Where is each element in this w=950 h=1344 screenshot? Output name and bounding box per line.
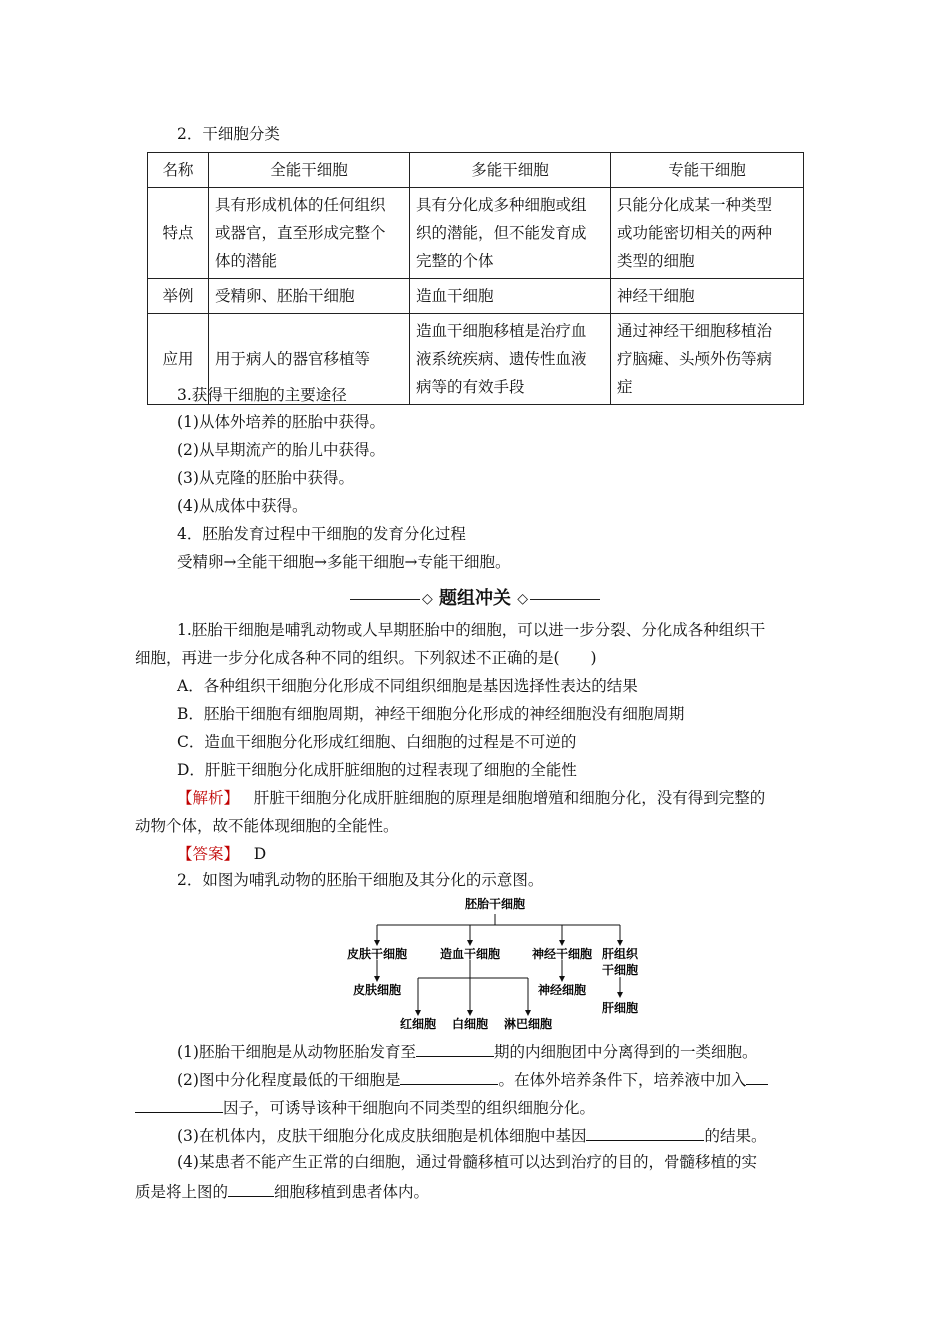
table-header-cell: 多能干细胞 <box>410 153 611 188</box>
cell-line: 只能分化成某一种类型 <box>617 196 773 214</box>
cell-line: 通过神经干细胞移植治 <box>617 322 773 340</box>
differentiation-diagram <box>330 892 670 1040</box>
cell-line: 症 <box>617 378 633 396</box>
row-label: 举例 <box>148 279 209 314</box>
node-red-blood-cell: 红细胞 <box>399 1017 437 1031</box>
option-a: A．各种组织干细胞分化形成不同组织细胞是基因选择性表达的结果 <box>177 677 638 695</box>
cell-line: 造血干细胞 <box>416 287 494 305</box>
table-cell <box>209 279 410 314</box>
sub-question-text: 的结果。 <box>704 1127 767 1145</box>
sub-question-3 <box>177 1124 766 1146</box>
diamond-icon: ◇ <box>517 591 529 607</box>
cell-line: 用于病人的器官移植等 <box>215 350 371 368</box>
sub-question-text: 因子，可诱导该种干细胞向不同类型的组织细胞分化。 <box>223 1099 596 1117</box>
row-label: 应用 <box>148 314 209 405</box>
table-cell <box>410 314 611 405</box>
analysis-text: 肝脏干细胞分化成肝脏细胞的原理是细胞增殖和细胞分化，没有得到完整的 <box>253 789 766 807</box>
cell-line: 液系统疾病、遗传性血液 <box>416 350 587 368</box>
cell-line: 病等的有效手段 <box>416 378 525 396</box>
banner-title: 题组冲关 <box>439 588 511 609</box>
sub-question-1 <box>177 1040 757 1062</box>
node-white-blood-cell: 白细胞 <box>451 1017 489 1031</box>
table-header-cell: 全能干细胞 <box>209 153 410 188</box>
sub-question-text: 期的内细胞团中分离得到的一类细胞。 <box>493 1043 758 1061</box>
answer-blank[interactable] <box>135 1096 223 1113</box>
node-skin-stem-cell: 皮肤干细胞 <box>346 947 408 961</box>
option-b: B．胚胎干细胞有细胞周期，神经干细胞分化形成的神经细胞没有细胞周期 <box>177 705 685 723</box>
answer-line <box>177 844 266 864</box>
cell-line: 受精卵、胚胎干细胞 <box>215 287 355 305</box>
table-cell <box>410 188 611 279</box>
sub-question-4: (4)某患者不能产生正常的白细胞，通过骨髓移植可以达到治疗的目的，骨髓移植的实 <box>177 1153 757 1171</box>
cell-line: 完整的个体 <box>416 252 494 270</box>
section-2-title: 2．干细胞分类 <box>177 125 280 143</box>
development-flow: 受精卵→全能干细胞→多能干细胞→专能干细胞。 <box>177 553 511 571</box>
cell-line: 具有形成机体的任何组织 <box>215 196 386 214</box>
answer-blank[interactable] <box>416 1040 494 1057</box>
option-c: C．造血干细胞分化形成红细胞、白细胞的过程是不可逆的 <box>177 733 577 751</box>
node-neuron: 神经细胞 <box>537 983 587 997</box>
table-cell <box>611 188 804 279</box>
analysis-text: 动物个体，故不能体现细胞的全能性。 <box>135 817 399 835</box>
sub-question-text: (1)胚胎干细胞是从动物胚胎发育至 <box>177 1043 416 1061</box>
answer-blank[interactable] <box>746 1068 768 1085</box>
list-item: (2)从早期流产的胎儿中获得。 <box>177 441 385 459</box>
option-d: D．肝脏干细胞分化成肝脏细胞的过程表现了细胞的全能性 <box>177 761 577 779</box>
node-liver-stem-cell: 肝组织 <box>601 947 639 961</box>
answer-label: 【答案】 <box>177 845 240 863</box>
answer-blank[interactable] <box>400 1068 498 1085</box>
sub-question-2 <box>177 1068 768 1090</box>
sub-question-text: 质是将上图的 <box>135 1183 229 1201</box>
sub-question-text: (2)图中分化程度最低的干细胞是 <box>177 1071 401 1089</box>
table-cell <box>209 188 410 279</box>
analysis-label: 【解析】 <box>177 789 240 807</box>
table-row <box>148 279 804 314</box>
answer-blank[interactable] <box>586 1124 704 1141</box>
cell-line: 织的潜能，但不能发育成 <box>416 224 587 242</box>
table-header-cell: 名称 <box>148 153 209 188</box>
answer-blank[interactable] <box>228 1180 274 1197</box>
table-cell <box>611 314 804 405</box>
table-header-cell: 专能干细胞 <box>611 153 804 188</box>
node-liver-cell: 肝细胞 <box>601 1001 639 1015</box>
cell-line: 类型的细胞 <box>617 252 695 270</box>
node-embryonic-stem-cell: 胚胎干细胞 <box>464 897 526 911</box>
cell-line: 神经干细胞 <box>617 287 695 305</box>
cell-line: 体的潜能 <box>215 252 278 270</box>
question-2-stem: 2．如图为哺乳动物的胚胎干细胞及其分化的示意图。 <box>177 871 544 889</box>
banner-rule <box>530 599 600 600</box>
cell-line: 造血干细胞移植是治疗血 <box>416 322 587 340</box>
answer-value: D <box>253 845 267 863</box>
table-cell <box>611 279 804 314</box>
question-1-stem: 1.胚胎干细胞是哺乳动物或人早期胚胎中的细胞，可以进一步分裂、分化成各种组织干 <box>177 621 766 639</box>
cell-line: 具有分化成多种细胞或组 <box>416 196 587 214</box>
sub-question-4-cont <box>135 1180 429 1202</box>
section-4-title: 4．胚胎发育过程中干细胞的发育分化过程 <box>177 525 466 543</box>
table-cell <box>410 279 611 314</box>
cell-line: 或器官，直至形成完整个 <box>215 224 386 242</box>
cell-line: 疗脑瘫、头颅外伤等病 <box>617 350 773 368</box>
node-neural-stem-cell: 神经干细胞 <box>531 947 593 961</box>
list-item: (1)从体外培养的胚胎中获得。 <box>177 413 385 431</box>
sub-question-2-cont <box>135 1096 595 1118</box>
stem-cell-classification-table <box>147 152 804 405</box>
node-liver-stem-cell: 干细胞 <box>601 963 639 977</box>
node-skin-cell: 皮肤细胞 <box>352 983 402 997</box>
cell-line: 或功能密切相关的两种 <box>617 224 773 242</box>
diagram-connectors <box>377 914 620 1014</box>
exercise-banner <box>300 584 650 608</box>
section-3-title: 3.获得干细胞的主要途径 <box>177 386 347 404</box>
node-lymphocyte: 淋巴细胞 <box>503 1017 553 1031</box>
sub-question-text: 。在体外培养条件下，培养液中加入 <box>498 1071 747 1089</box>
sub-question-text: 细胞移植到患者体内。 <box>274 1183 430 1201</box>
table-row <box>148 188 804 279</box>
table-header-row <box>148 153 804 188</box>
list-item: (3)从克隆的胚胎中获得。 <box>177 469 354 487</box>
node-hematopoietic-stem-cell: 造血干细胞 <box>439 947 501 961</box>
sub-question-text: (3)在机体内，皮肤干细胞分化成皮肤细胞是机体细胞中基因 <box>177 1127 587 1145</box>
banner-rule <box>350 599 420 600</box>
list-item: (4)从成体中获得。 <box>177 497 308 515</box>
diamond-icon: ◇ <box>421 591 433 607</box>
row-label: 特点 <box>148 188 209 279</box>
question-1-stem: 细胞，再进一步分化成各种不同的组织。下列叙述不正确的是( ) <box>135 649 597 667</box>
analysis-line <box>177 788 765 808</box>
